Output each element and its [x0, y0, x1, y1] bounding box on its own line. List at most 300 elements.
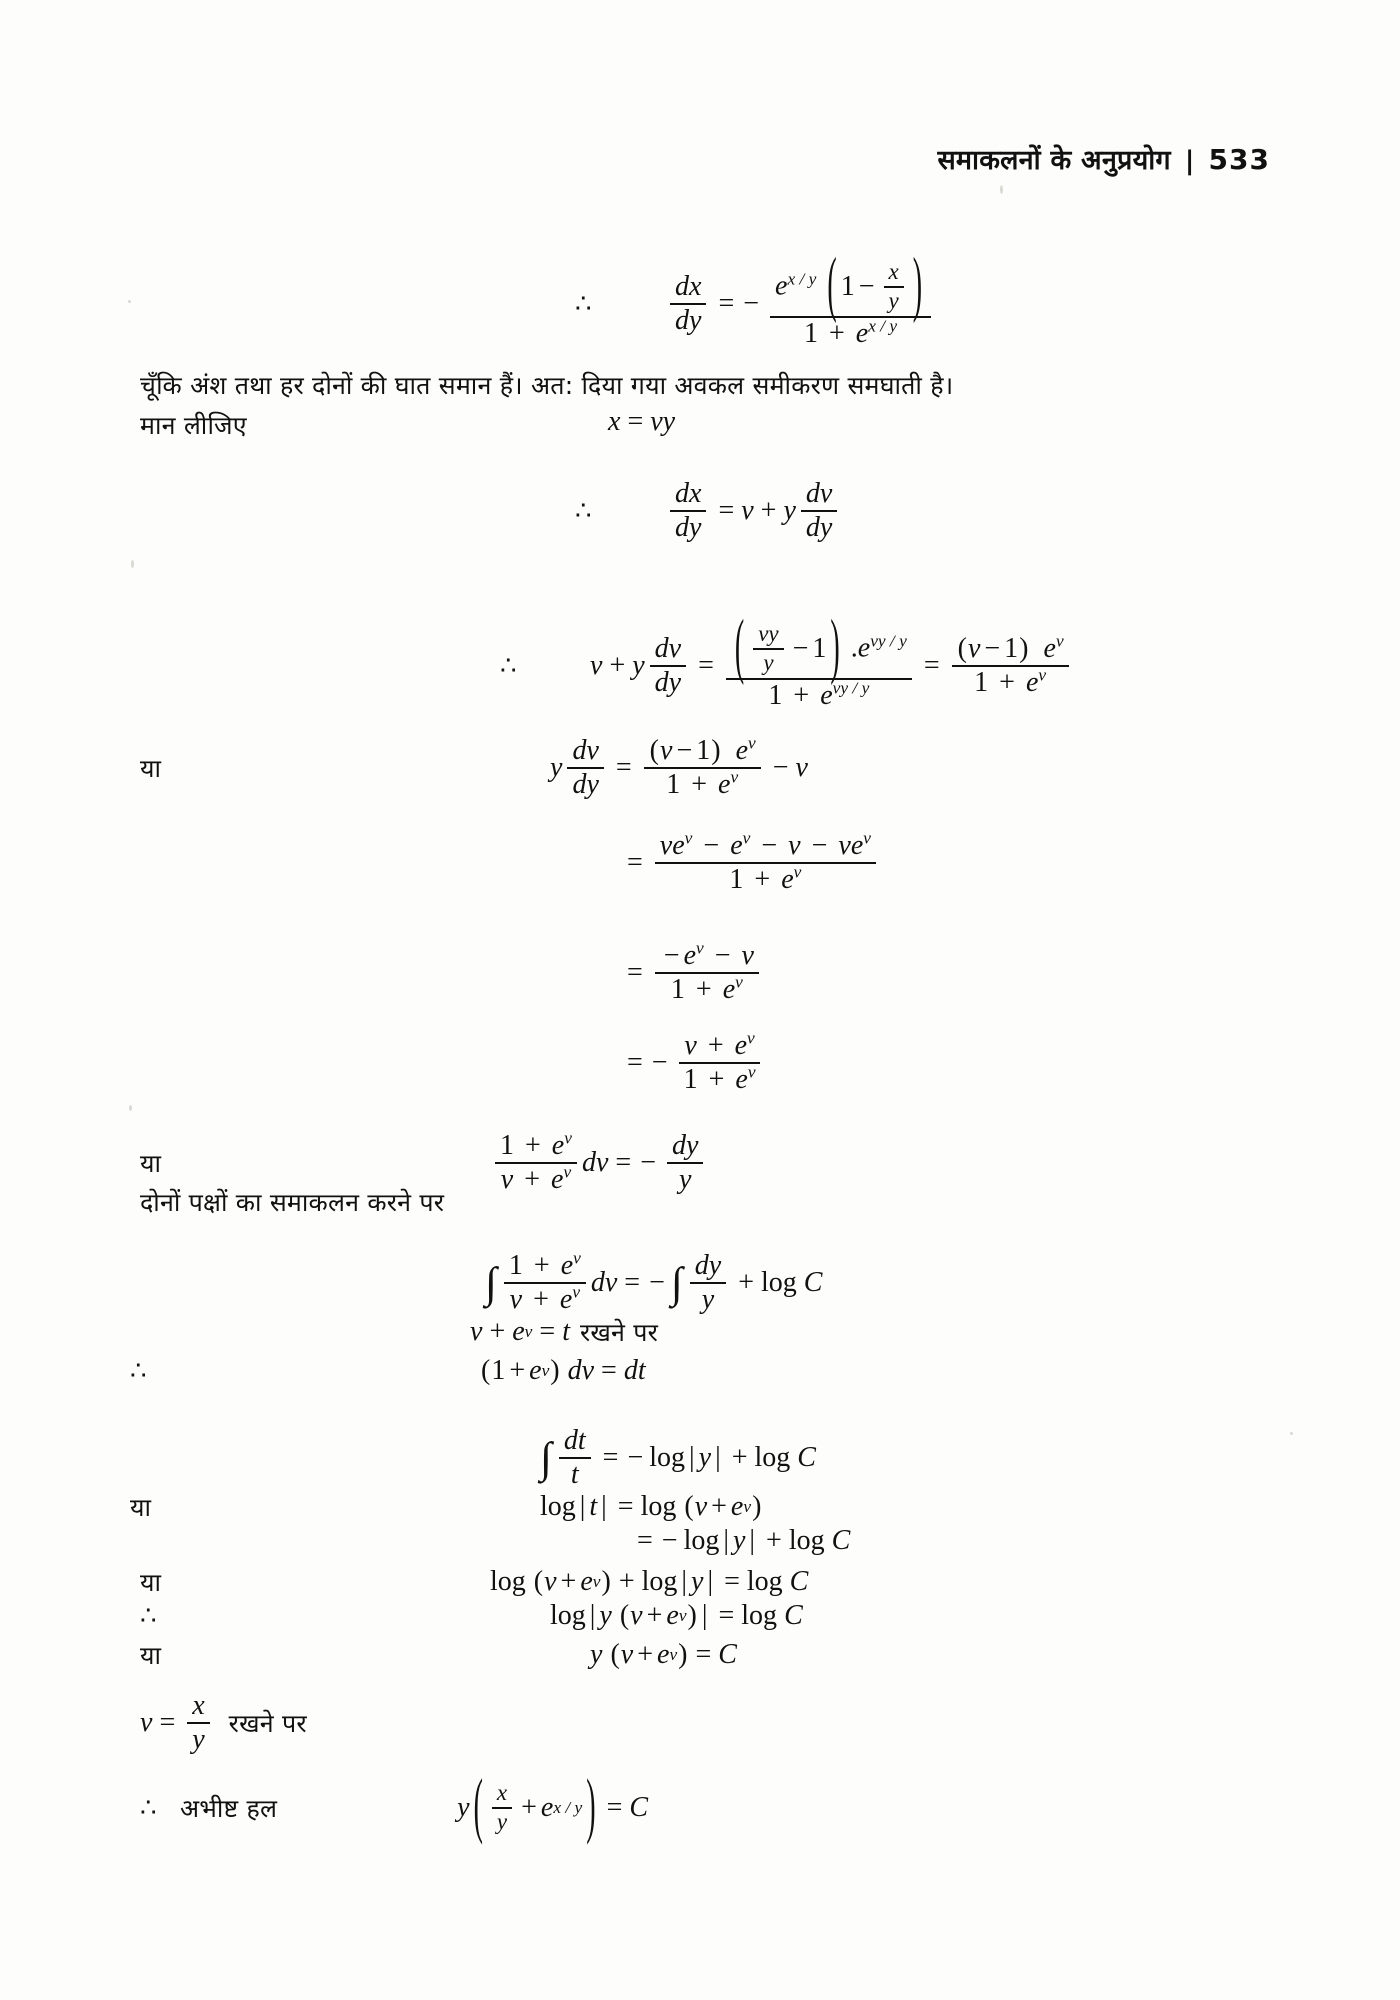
dt-term: dt	[623, 1355, 646, 1386]
therefore-marker: ∴	[575, 496, 592, 526]
exponent-v: v	[748, 733, 756, 753]
denominator: y	[192, 1724, 205, 1756]
equals-sign: =	[695, 1639, 712, 1670]
equation-expanded-numerator	[620, 830, 881, 896]
equals-sign: =	[617, 1491, 634, 1522]
equation-row-expanded-numerator	[620, 830, 881, 896]
plus-sign: +	[560, 1566, 577, 1597]
numerator	[770, 244, 931, 326]
plus-sign: +	[533, 1250, 550, 1281]
equals-sign: =	[637, 1525, 653, 1556]
parenthesised-group: ( 1 + e v )	[481, 1355, 560, 1386]
abs-bar-right: |	[701, 1600, 708, 1631]
right-paren: )	[752, 1491, 762, 1522]
right-paren: )	[687, 1600, 697, 1631]
v-term: v	[500, 1164, 514, 1196]
y-term: y	[457, 1791, 470, 1823]
numerator	[495, 1130, 577, 1164]
plus-sign: +	[533, 1284, 549, 1316]
fraction-dy-y	[667, 1130, 703, 1196]
v-term: v	[684, 1030, 697, 1061]
fraction-simplified	[952, 633, 1069, 699]
exponent-v: v	[747, 1062, 756, 1082]
scan-speckle	[128, 300, 131, 303]
numerator: x	[187, 1690, 209, 1724]
one: 1	[491, 1355, 506, 1386]
plus-sign: +	[509, 1355, 526, 1386]
denominator: dy	[572, 769, 599, 801]
e-term: e	[540, 1791, 554, 1823]
one: 1	[803, 317, 818, 349]
page-header-title: समाकलनों के अनुप्रयोग	[937, 145, 1171, 176]
log-operator: log	[746, 1566, 783, 1597]
v-term: v	[590, 649, 603, 681]
equals-sign: =	[718, 495, 735, 527]
denominator: y	[888, 287, 899, 313]
exponent-v: v	[563, 1162, 572, 1182]
plus-sign: +	[999, 666, 1015, 698]
exponent-x-over-y: x / y	[868, 316, 898, 336]
plus-sign: +	[766, 1525, 782, 1556]
e-term: e	[580, 1566, 593, 1597]
e-term: e	[551, 1164, 564, 1196]
abs-bar-left: |	[723, 1525, 729, 1556]
parenthesised-group: ( $\frac{x}{y}$ + e x / y )	[470, 1780, 600, 1836]
fraction-x-y	[884, 259, 904, 315]
equals-sign: =	[601, 1355, 617, 1386]
log-operator: log	[741, 1600, 778, 1631]
therefore-marker: ∴	[575, 288, 592, 318]
scan-speckle	[131, 560, 134, 568]
e-term: e	[1025, 666, 1039, 698]
constant-C: C	[784, 1600, 803, 1631]
plus-sign: +	[609, 649, 626, 681]
numerator	[504, 1250, 586, 1284]
abs-bar-left: |	[579, 1491, 586, 1522]
text-row-suppose	[140, 408, 247, 442]
e-term: e	[1043, 632, 1056, 664]
e-term: e	[730, 1491, 744, 1522]
minus-sign: −	[811, 830, 828, 861]
integral-sign: ∫	[540, 1434, 552, 1483]
equals-sign: =	[627, 1047, 643, 1079]
equation-dxdy-2	[665, 478, 842, 544]
v-term: v	[630, 1600, 643, 1631]
one: 1	[683, 1064, 698, 1096]
y-term: y	[599, 1600, 612, 1631]
v-term: v	[659, 830, 673, 861]
left-paren: (	[473, 1766, 483, 1847]
exponent-vy-over-y: vy / y	[870, 631, 907, 651]
denominator	[505, 1284, 585, 1316]
abs-bar-left: |	[689, 1442, 695, 1474]
numerator: dv	[801, 478, 837, 512]
dv-term: dv	[567, 1355, 595, 1386]
equals-sign: =	[718, 287, 735, 319]
multiplication-dot: .	[850, 632, 858, 664]
minus-sign: −	[651, 1047, 668, 1079]
left-paren: (	[619, 1600, 630, 1631]
v-term: v	[694, 1491, 708, 1522]
one: 1	[500, 1130, 514, 1161]
fraction-dv-dy	[567, 735, 603, 801]
abs-bar-right: |	[715, 1442, 721, 1474]
equals-sign: =	[615, 1147, 632, 1179]
exponent-v: v	[793, 862, 802, 882]
one: 1	[508, 1250, 523, 1281]
therefore-marker: ∴	[140, 1601, 157, 1630]
numerator	[655, 830, 876, 864]
v-term: v	[509, 1284, 523, 1316]
page-header	[937, 140, 1270, 177]
equation-log-continuation	[220, 1525, 850, 1557]
constant-C: C	[831, 1525, 851, 1556]
one: 1	[666, 769, 681, 801]
y-term: y	[590, 1639, 603, 1670]
plus-sign: +	[828, 317, 845, 349]
plus-sign: +	[731, 1442, 748, 1474]
e-term: e	[735, 735, 748, 766]
exponent-v: v	[735, 972, 743, 992]
left-paren: (	[610, 1639, 620, 1670]
one: 1	[812, 632, 827, 664]
denominator	[969, 667, 1051, 699]
constant-C: C	[718, 1639, 737, 1670]
abs-bar-right: |	[749, 1525, 756, 1556]
denominator: y	[763, 649, 774, 675]
left-paren: (	[481, 1355, 491, 1386]
exponent-v: v	[684, 828, 693, 848]
exponent-vy-over-y: vy / y	[832, 678, 870, 698]
or-marker: या	[140, 1568, 161, 1597]
numerator: dx	[670, 271, 706, 305]
putting-label: रखने पर	[579, 1318, 659, 1347]
equals-sign: =	[539, 1316, 556, 1347]
denominator: t	[570, 1459, 579, 1491]
numerator: dy	[667, 1130, 703, 1164]
abs-bar-left: |	[681, 1566, 688, 1597]
exponent-v: v	[572, 1282, 581, 1302]
plus-sign: +	[691, 769, 708, 801]
parenthesised-group: ( v + e v )	[533, 1566, 611, 1597]
exponent-x-over-y: x / y	[787, 269, 817, 289]
fraction-dv-dy	[650, 633, 686, 699]
plus-sign: +	[711, 1491, 727, 1522]
required-solution-label: अभीष्ट हल	[180, 1793, 278, 1823]
fraction-expanded	[726, 606, 912, 712]
equation-v-plus-ev-equals-t: v + e v = t	[470, 1316, 570, 1347]
fraction-separated	[504, 1250, 586, 1316]
integral-sign: ∫	[485, 1259, 497, 1308]
denominator	[679, 1064, 761, 1096]
e-term: e	[657, 1639, 670, 1670]
right-paren: )	[1019, 632, 1029, 664]
e-term: e	[718, 769, 731, 801]
fraction-separated	[495, 1130, 577, 1196]
text-row-back-substitute	[140, 1690, 307, 1756]
numerator	[655, 940, 759, 974]
plus-sign: +	[489, 1316, 506, 1347]
e-term: e	[683, 940, 697, 971]
denominator: y	[678, 1164, 692, 1196]
plus-sign: +	[525, 1130, 541, 1161]
y-term: y	[632, 649, 645, 681]
log-operator: log	[649, 1442, 686, 1474]
x-term: x	[608, 406, 621, 437]
minus-sign: −	[703, 830, 720, 861]
equals-sign: =	[627, 847, 643, 879]
v-term: v	[795, 752, 808, 784]
integrate-both-sides-label: दोनों पक्षों का समाकलन करने पर	[140, 1188, 445, 1217]
t-term: t	[589, 1491, 598, 1522]
dv-term: dv	[590, 1267, 618, 1299]
equals-sign: =	[624, 1267, 641, 1299]
log-operator: log	[490, 1566, 526, 1597]
or-marker: या	[140, 1641, 161, 1670]
e-term: e	[735, 1064, 748, 1096]
equals-sign: =	[923, 649, 940, 681]
right-paren: )	[912, 244, 923, 326]
fraction-simplified	[644, 735, 761, 801]
equation-substituted	[590, 606, 1074, 712]
e-term: e	[775, 270, 788, 302]
fraction-main	[770, 244, 931, 350]
numerator: dt	[559, 1425, 591, 1459]
equals-sign: =	[724, 1566, 740, 1597]
constant-C: C	[629, 1791, 649, 1823]
constant-C: C	[789, 1566, 809, 1597]
log-operator: log	[540, 1491, 576, 1522]
numerator: dv	[567, 735, 603, 769]
left-paren: (	[533, 1566, 544, 1597]
scan-speckle	[129, 1105, 132, 1111]
fraction-dx-dy	[670, 271, 706, 337]
equation-row-factored	[620, 1030, 766, 1096]
e-term: e	[820, 679, 833, 711]
parenthesised-group	[823, 244, 926, 326]
equation-row-x-vy	[608, 406, 675, 438]
one: 1	[768, 679, 783, 711]
denominator	[666, 974, 748, 1006]
text-row-integrate	[140, 1185, 444, 1219]
equation-row-substituted	[500, 606, 1074, 712]
equation-row-log-abs	[140, 1600, 803, 1632]
equals-sign: =	[602, 1442, 619, 1474]
homogeneous-statement: चूँकि अंश तथा हर दोनों की घात समान हैं। अत: दिया गया अवकल समीकरण समघाती है।	[140, 371, 954, 400]
e-term: e	[551, 1130, 565, 1161]
equals-sign: =	[615, 752, 632, 784]
equation-row-y-v-ev	[140, 1638, 737, 1672]
v-term: v	[967, 632, 981, 664]
parenthesised-group	[731, 606, 844, 688]
v-term: v	[788, 830, 801, 861]
equals-sign: =	[627, 406, 644, 437]
fraction-x-y	[492, 1780, 512, 1836]
log-operator: log	[640, 1491, 677, 1522]
plus-sign: +	[738, 1267, 754, 1299]
equation-row-dxdy-1	[575, 244, 936, 350]
right-paren: )	[550, 1355, 560, 1386]
equation-row-log-continuation	[130, 1525, 850, 1557]
parenthesised-group	[957, 634, 1030, 664]
therefore-marker: ∴	[500, 650, 517, 680]
scan-speckle	[1290, 1432, 1293, 1435]
e-term: e	[850, 830, 864, 861]
log-operator: log	[761, 1267, 797, 1299]
denominator: y	[496, 1808, 508, 1834]
plus-sign: +	[708, 1064, 725, 1096]
fraction-x-y	[187, 1690, 209, 1756]
equals-sign: =	[606, 1791, 623, 1823]
minus-sign: −	[792, 632, 809, 664]
equation-row-integral-dt	[540, 1425, 816, 1491]
fraction-expanded	[655, 830, 876, 896]
fraction-vy-y	[753, 621, 783, 677]
minus-sign: −	[772, 752, 789, 784]
or-marker: या	[130, 1493, 151, 1522]
equals-sign: =	[159, 1707, 176, 1739]
equation-factored	[620, 1030, 766, 1096]
log-operator: log	[550, 1600, 586, 1631]
fraction-dy-y	[690, 1250, 726, 1316]
numerator	[726, 606, 912, 688]
dv-term: dv	[581, 1147, 609, 1179]
one: 1	[696, 735, 711, 766]
scan-speckle	[1000, 185, 1003, 194]
denominator	[799, 318, 902, 350]
equation-integral	[485, 1250, 822, 1316]
y-term: y	[691, 1566, 704, 1597]
y-term: y	[783, 495, 796, 527]
equation-row-integral	[485, 1250, 822, 1316]
minus-sign: −	[640, 1147, 656, 1179]
text-row-substitute-t	[470, 1315, 658, 1349]
e-term: e	[529, 1355, 542, 1386]
numerator	[679, 1030, 759, 1064]
left-paren: (	[957, 632, 967, 664]
final-answer-row	[140, 1766, 649, 1847]
page-number: 533	[1208, 143, 1270, 176]
fraction-dv-dy	[801, 478, 837, 544]
equation-y-v-ev	[230, 1639, 737, 1671]
right-paren: )	[711, 735, 721, 766]
or-marker: या	[140, 754, 161, 784]
abs-bar-right: |	[601, 1491, 607, 1522]
suppose-label: मान लीजिए	[140, 411, 247, 440]
e-term: e	[781, 864, 794, 896]
fraction-dx-dy	[670, 478, 706, 544]
constant-C: C	[797, 1442, 816, 1474]
e-term: e	[559, 1284, 573, 1316]
minus-sign: −	[661, 1525, 678, 1556]
right-paren: )	[830, 606, 840, 688]
denominator	[661, 769, 743, 801]
text-row-homogeneous	[140, 368, 953, 402]
equation-row-log-sum	[140, 1565, 808, 1599]
numerator: dy	[690, 1250, 726, 1284]
vy-term: vy	[650, 406, 676, 437]
numerator: dx	[670, 478, 706, 512]
equation-x-equals-vy	[608, 406, 675, 438]
equation-log-abs	[230, 1600, 803, 1632]
e-term: e	[855, 317, 869, 349]
equation-log-sum	[230, 1566, 808, 1598]
right-paren: )	[678, 1639, 688, 1670]
plus-sign: +	[754, 864, 771, 896]
abs-bar-left: |	[589, 1600, 596, 1631]
equation-dv-dt	[220, 1355, 646, 1387]
page-header-separator: |	[1184, 146, 1195, 176]
minus-sign: −	[649, 1267, 665, 1299]
equation-dxdy-1	[665, 244, 936, 350]
equation-reduced	[620, 940, 764, 1006]
equation-v-equals-x-y	[140, 1690, 215, 1756]
numerator	[644, 735, 761, 769]
parenthesised-group: ( v + e v )	[684, 1491, 762, 1522]
right-paren: )	[601, 1566, 611, 1597]
v-term: v	[140, 1707, 153, 1739]
numerator: dv	[650, 633, 686, 667]
left-paren: (	[684, 1491, 694, 1522]
plus-sign: +	[618, 1566, 635, 1597]
equation-log-t	[220, 1491, 762, 1523]
numerator: x	[492, 1780, 512, 1809]
v-term: v	[838, 830, 851, 861]
denominator: dy	[675, 512, 702, 544]
left-paren: (	[649, 735, 659, 766]
y-term: y	[550, 752, 563, 784]
left-paren: (	[827, 244, 837, 326]
exponent-v: v	[1055, 631, 1064, 651]
v-term: v	[620, 1639, 634, 1670]
denominator: dy	[805, 512, 833, 544]
one: 1	[670, 974, 685, 1006]
log-operator: log	[641, 1566, 678, 1597]
denominator: y	[701, 1284, 715, 1316]
minus-sign: −	[858, 270, 875, 302]
exponent-v: v	[573, 1248, 581, 1268]
minus-sign: −	[984, 632, 1001, 664]
minus-sign: −	[714, 940, 731, 971]
plus-sign: +	[695, 974, 712, 1006]
v-term: v	[470, 1316, 483, 1347]
denominator	[496, 1164, 576, 1196]
plus-sign: +	[646, 1600, 663, 1631]
equals-sign: =	[718, 1600, 735, 1631]
log-operator: log	[683, 1525, 720, 1556]
minus-sign: −	[676, 735, 693, 766]
equals-sign: =	[698, 649, 714, 681]
equation-row-reduced	[620, 940, 764, 1006]
exponent-v: v	[863, 828, 871, 848]
or-marker: या	[140, 1149, 161, 1179]
e-term: e	[672, 830, 685, 861]
equation-y-dvdy	[230, 735, 808, 801]
e-term: e	[722, 974, 736, 1006]
exponent-v: v	[747, 1028, 755, 1048]
equals-sign: =	[627, 957, 643, 989]
plus-sign: +	[637, 1639, 653, 1670]
equation-row-y-dvdy	[140, 735, 808, 801]
log-operator: log	[788, 1525, 825, 1556]
t-term: t	[562, 1316, 570, 1347]
numerator: x	[884, 259, 904, 288]
y-term: y	[698, 1442, 712, 1474]
minus-sign: −	[743, 287, 760, 319]
plus-sign: +	[793, 679, 810, 711]
therefore-marker: ∴	[130, 1356, 147, 1385]
denominator: dy	[654, 666, 682, 698]
